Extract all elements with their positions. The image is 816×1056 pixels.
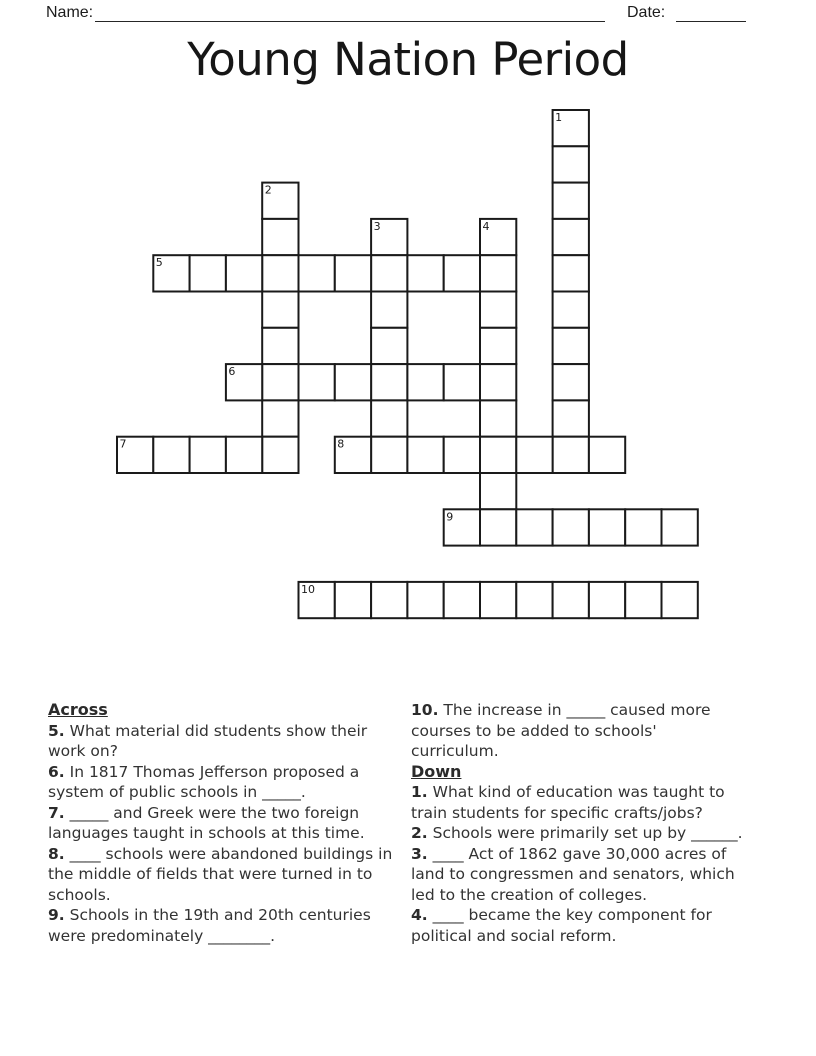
grid-cell	[262, 364, 298, 400]
clue-number: 3.	[411, 844, 428, 863]
name-label: Name:	[46, 4, 94, 21]
clue-number: 6.	[48, 762, 65, 781]
cell-number: 1	[555, 111, 563, 124]
down-heading: Down	[411, 761, 462, 781]
clue-number: 4.	[411, 906, 428, 924]
grid-cell	[190, 437, 226, 473]
grid-cell	[299, 364, 335, 400]
across-clues-column	[48, 700, 393, 946]
grid-cell	[371, 400, 407, 436]
grid-cell	[553, 292, 589, 328]
grid-cell	[553, 509, 589, 545]
clue-5-across	[48, 721, 393, 762]
grid-cell	[407, 364, 443, 400]
grid-cell	[516, 509, 552, 545]
grid-cell	[589, 437, 625, 473]
cell-number: 6	[228, 365, 236, 379]
grid-cell	[662, 582, 698, 618]
grid-cell	[190, 255, 226, 291]
grid-cell	[371, 437, 407, 473]
clue-7-across	[48, 803, 393, 844]
clue-text: In 1817 Thomas Jefferson proposed a system of public schools in _____.	[48, 762, 360, 801]
grid-cell	[371, 255, 407, 291]
down-clues-column	[411, 700, 745, 946]
clue-text: _____ and Greek were the two foreign languages taught in schools at this time.	[48, 803, 365, 842]
grid-cell	[480, 255, 516, 291]
grid-cell	[444, 255, 480, 291]
grid-cell	[371, 292, 407, 328]
cell-number: 10	[301, 582, 315, 596]
grid-cell	[262, 437, 298, 473]
grid-cell	[553, 328, 589, 364]
cell-number: 9	[446, 510, 454, 524]
grid-cell	[371, 328, 407, 364]
clue-text: What material did students show their work on?	[48, 721, 368, 760]
clue-text: The increase in _____ caused more courses to be added to schools' curriculum.	[411, 701, 711, 760]
grid-cell	[553, 255, 589, 291]
grid-cell	[553, 582, 589, 618]
clue-text: Schools were primarily set up by ______.	[432, 824, 743, 842]
grid-cell	[480, 364, 516, 400]
clue-2-down	[411, 823, 745, 844]
grid-cell	[262, 255, 298, 291]
grid-cell	[553, 219, 589, 255]
grid-cell	[480, 292, 516, 328]
grid-cell	[444, 364, 480, 400]
grid-cell	[262, 219, 298, 255]
cell-number: 5	[155, 256, 163, 270]
name-blank-line	[95, 20, 605, 22]
date-blank-line	[676, 20, 746, 22]
grid-cell	[444, 582, 480, 618]
clue-number: 9.	[48, 906, 65, 924]
grid-cell	[480, 400, 516, 436]
grid-cell	[480, 509, 516, 545]
clue-6-across	[48, 762, 393, 803]
grid-cell	[516, 582, 552, 618]
grid-cell	[407, 437, 443, 473]
clue-10-across	[411, 700, 745, 762]
grid-cell	[407, 255, 443, 291]
clue-text: ____ became the key component for political and social reform.	[411, 906, 712, 945]
grid-cell	[407, 582, 443, 618]
grid-cell	[335, 255, 371, 291]
clue-text: ____ schools were abandoned buildings in the middle of fields that were turned in to schools.	[48, 844, 393, 904]
grid-cell	[553, 183, 589, 219]
grid-cell	[480, 328, 516, 364]
grid-cell	[335, 364, 371, 400]
clue-3-down	[411, 844, 745, 906]
clue-number: 1.	[411, 783, 428, 801]
grid-cell	[262, 400, 298, 436]
grid-cell	[553, 146, 589, 182]
grid-cell	[589, 509, 625, 545]
cell-number: 8	[337, 437, 345, 451]
grid-cell	[371, 364, 407, 400]
grid-cell	[625, 509, 661, 545]
clue-number: 7.	[48, 803, 65, 822]
grid-cell	[553, 364, 589, 400]
grid-cell	[480, 473, 516, 509]
across-heading: Across	[48, 700, 108, 719]
crossword-grid	[116, 109, 699, 620]
clue-number: 8.	[48, 844, 65, 863]
clue-4-down	[411, 905, 745, 946]
grid-cell	[226, 437, 262, 473]
cell-number: 2	[264, 183, 272, 197]
grid-cell	[516, 437, 552, 473]
grid-cell	[589, 582, 625, 618]
grid-cell	[480, 582, 516, 618]
grid-cell	[153, 437, 189, 473]
clue-number: 5.	[48, 721, 65, 740]
clue-number: 2.	[411, 824, 428, 842]
cell-number: 7	[119, 437, 127, 451]
clue-1-down	[411, 782, 745, 823]
clue-text: What kind of education was taught to train students for specific crafts/jobs?	[411, 783, 725, 822]
grid-cell	[262, 292, 298, 328]
grid-cell	[371, 582, 407, 618]
grid-cell	[299, 255, 335, 291]
grid-cell	[553, 437, 589, 473]
puzzle-title: Young Nation Period	[187, 33, 629, 86]
grid-cell	[335, 582, 371, 618]
clue-number: 10.	[411, 701, 439, 719]
date-label: Date:	[627, 4, 666, 21]
grid-cell	[444, 437, 480, 473]
clue-text: Schools in the 19th and 20th centuries were predominately ________.	[48, 906, 371, 945]
grid-cell	[480, 437, 516, 473]
clue-8-across	[48, 844, 393, 906]
grid-cell	[625, 582, 661, 618]
grid-cell	[662, 509, 698, 545]
cell-number: 3	[373, 219, 381, 233]
clue-text: ____ Act of 1862 gave 30,000 acres of land to congressmen and senators, which led to the creation of colleges.	[411, 844, 735, 904]
grid-cell	[553, 400, 589, 436]
clue-9-across	[48, 905, 393, 946]
grid-cell	[226, 255, 262, 291]
grid-cell	[262, 328, 298, 364]
cell-number: 4	[482, 219, 490, 233]
